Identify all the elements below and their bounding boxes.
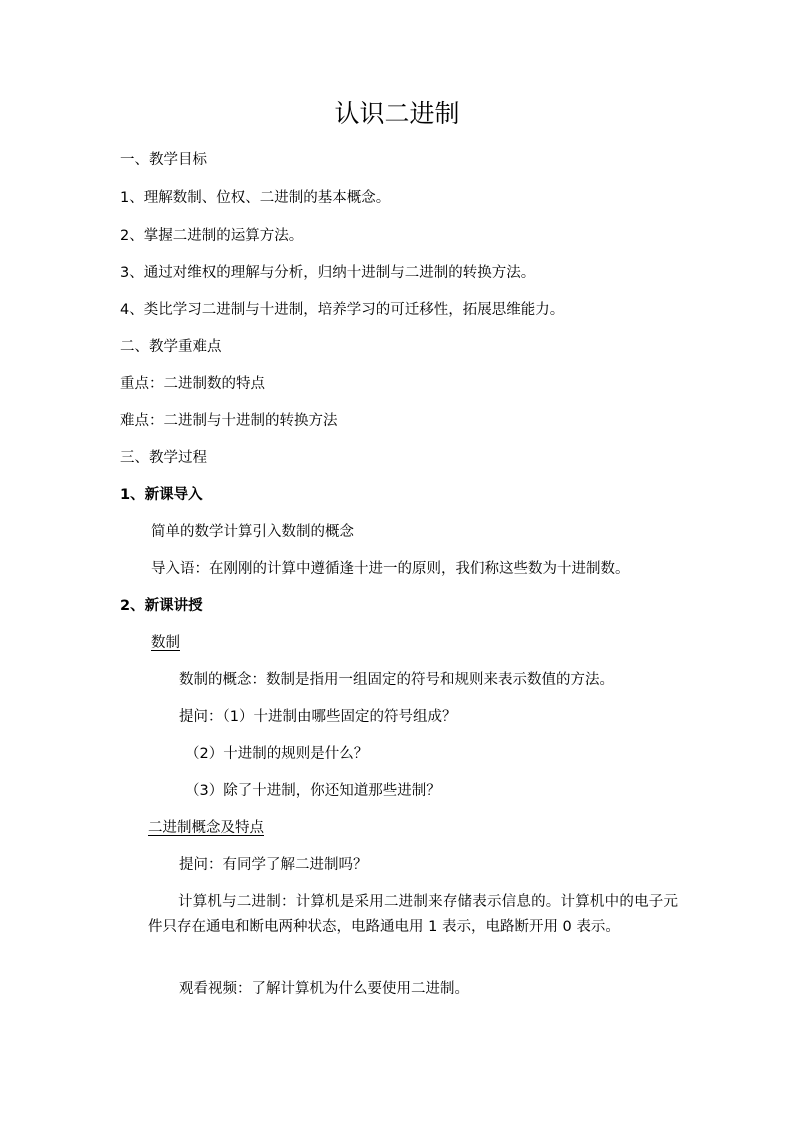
goal-item: 3、通过对维权的理解与分析，归纳十进制与二进制的转换方法。 (120, 265, 536, 281)
numeral-system-heading: 数制 (151, 635, 180, 651)
step2-heading: 2、新课讲授 (120, 598, 203, 614)
key-point: 重点：二进制数的特点 (120, 376, 265, 392)
step1-heading: 1、新课导入 (120, 487, 203, 503)
difficult-point: 难点：二进制与十进制的转换方法 (120, 413, 338, 429)
goals-heading: 一、教学目标 (120, 152, 207, 168)
binary-question: 提问：有同学了解二进制吗？ (179, 857, 368, 873)
goal-item: 2、掌握二进制的运算方法。 (120, 228, 304, 244)
numeral-system-line: （2）十进制的规则是什么？ (185, 746, 369, 762)
goal-item: 1、理解数制、位权、二进制的基本概念。 (120, 190, 391, 206)
step1-line: 导入语：在刚刚的计算中遵循逢十进一的原则，我们称这些数为十进制数。 (151, 561, 630, 577)
numeral-system-line: 提问：（1）十进制由哪些固定的符号组成？ (179, 709, 457, 725)
numeral-system-line: 数制的概念：数制是指用一组固定的符号和规则来表示数值的方法。 (179, 672, 614, 688)
numeral-system-line: （3）除了十进制，你还知道那些进制？ (185, 783, 441, 799)
binary-heading: 二进制概念及特点 (148, 820, 264, 836)
goal-item: 4、类比学习二进制与十进制，培养学习的可迁移性，拓展思维能力。 (120, 302, 565, 318)
step1-line: 简单的数学计算引入数制的概念 (151, 524, 354, 540)
binary-paragraph: 计算机与二进制：计算机是采用二进制来存储表示信息的。计算机中的电子元件只存在通电和断电两种状态，电路通电用 1 表示，电路断开用 0 表示。 (148, 894, 678, 935)
process-heading: 三、教学过程 (120, 450, 207, 466)
video-line: 观看视频：了解计算机为什么要使用二进制。 (179, 981, 469, 997)
page-title: 认识二进制 (334, 99, 460, 128)
key-heading: 二、教学重难点 (120, 339, 222, 355)
